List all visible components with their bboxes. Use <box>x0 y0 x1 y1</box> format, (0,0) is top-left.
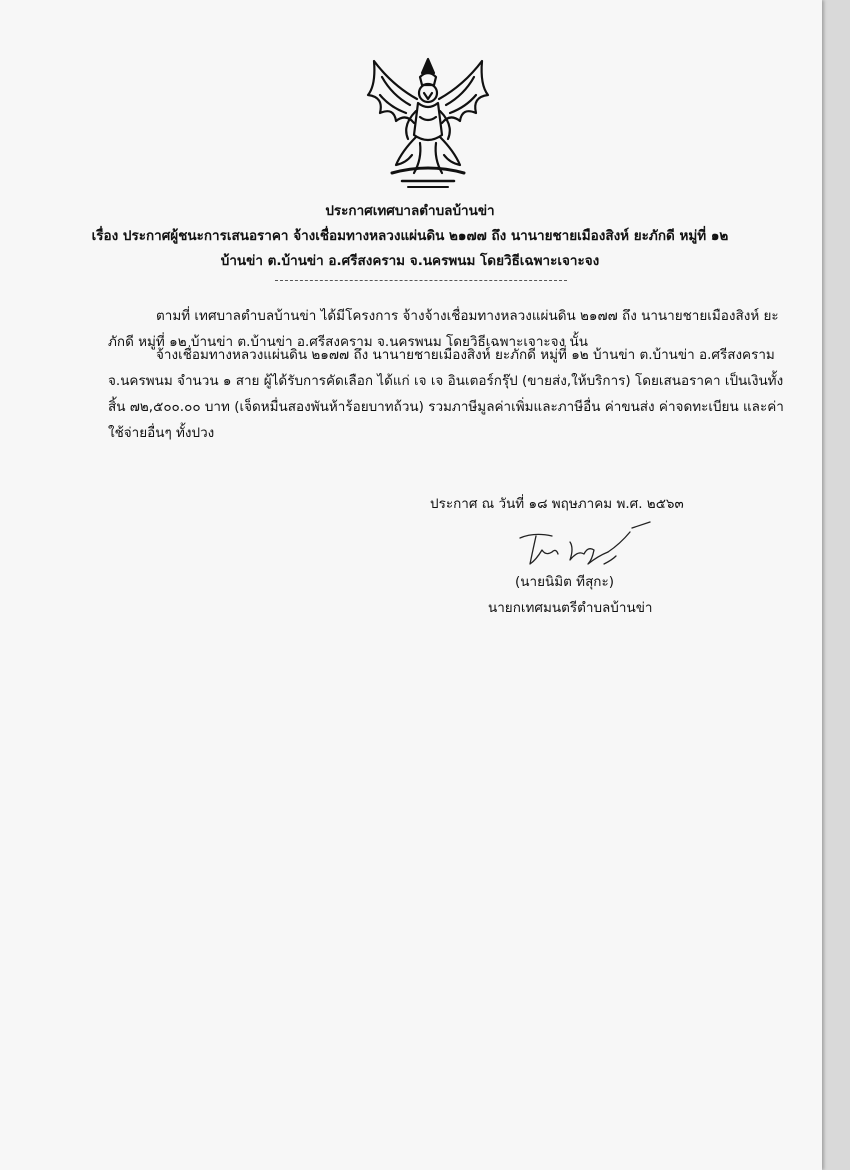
signer-name: (นายนิมิต ทีสุกะ) <box>515 574 615 590</box>
body-paragraph-1-text: ตามที่ เทศบาลตำบลบ้านข่า ได้มีโครงการ จ้างจ้างเชื่อมทางหลวงแผ่นดิน ๒๑๗๗ ถึง นานายชายเมืองสิงห์ ยะภักดี หมู่ที่ ๑๒ บ้านข่า ต.บ้านข่า อ.ศรีสงคราม จ.นครพนม โดยวิธีเฉพาะเจาะจง นั้น <box>108 308 779 350</box>
body-paragraph-2 <box>108 342 788 446</box>
heading-divider <box>275 280 567 281</box>
signer-title: นายกเทศมนตรีตำบลบ้านข่า <box>488 600 653 616</box>
announcement-date: ประกาศ ณ วันที่ ๑๘ พฤษภาคม พ.ศ. ๒๕๖๓ <box>430 496 684 512</box>
announcement-subject-line2: บ้านข่า ต.บ้านข่า อ.ศรีสงคราม จ.นครพนม โดยวิธีเฉพาะเจาะจง <box>220 253 600 269</box>
announcement-subject-line1: เรื่อง ประกาศผู้ชนะการเสนอราคา จ้างเชื่อมทางหลวงแผ่นดิน ๒๑๗๗ ถึง นานายชายเมืองสิงห์ ยะภักดี หมู่ที่ ๑๒ <box>91 228 729 244</box>
announcement-org-heading: ประกาศเทศบาลตำบลบ้านข่า <box>325 203 495 219</box>
garuda-emblem-icon <box>362 55 494 190</box>
body-paragraph-2-text: จ้างเชื่อมทางหลวงแผ่นดิน ๒๑๗๗ ถึง นานายชายเมืองสิงห์ ยะภักดี หมู่ที่ ๑๒ บ้านข่า ต.บ้านข่า อ.ศรีสงคราม จ.นครพนม จำนวน ๑ สาย ผู้ได้รับการคัดเลือก ได้แก่ เจ เจ อินเตอร์กรุ๊ป (ขายส่ง,ให้บริการ) โดยเสนอราคา เป็นเงินทั้งสิ้น ๗๒,๕๐๐.๐๐ บาท (เจ็ดหมื่นสองพันห้าร้อยบาทถ้วน) รวมภาษีมูลค่าเพิ่มและภาษีอื่น ค่าขนส่ง ค่าจดทะเบียน และค่าใช้จ่ายอื่นๆ ทั้งปวง <box>108 347 784 441</box>
